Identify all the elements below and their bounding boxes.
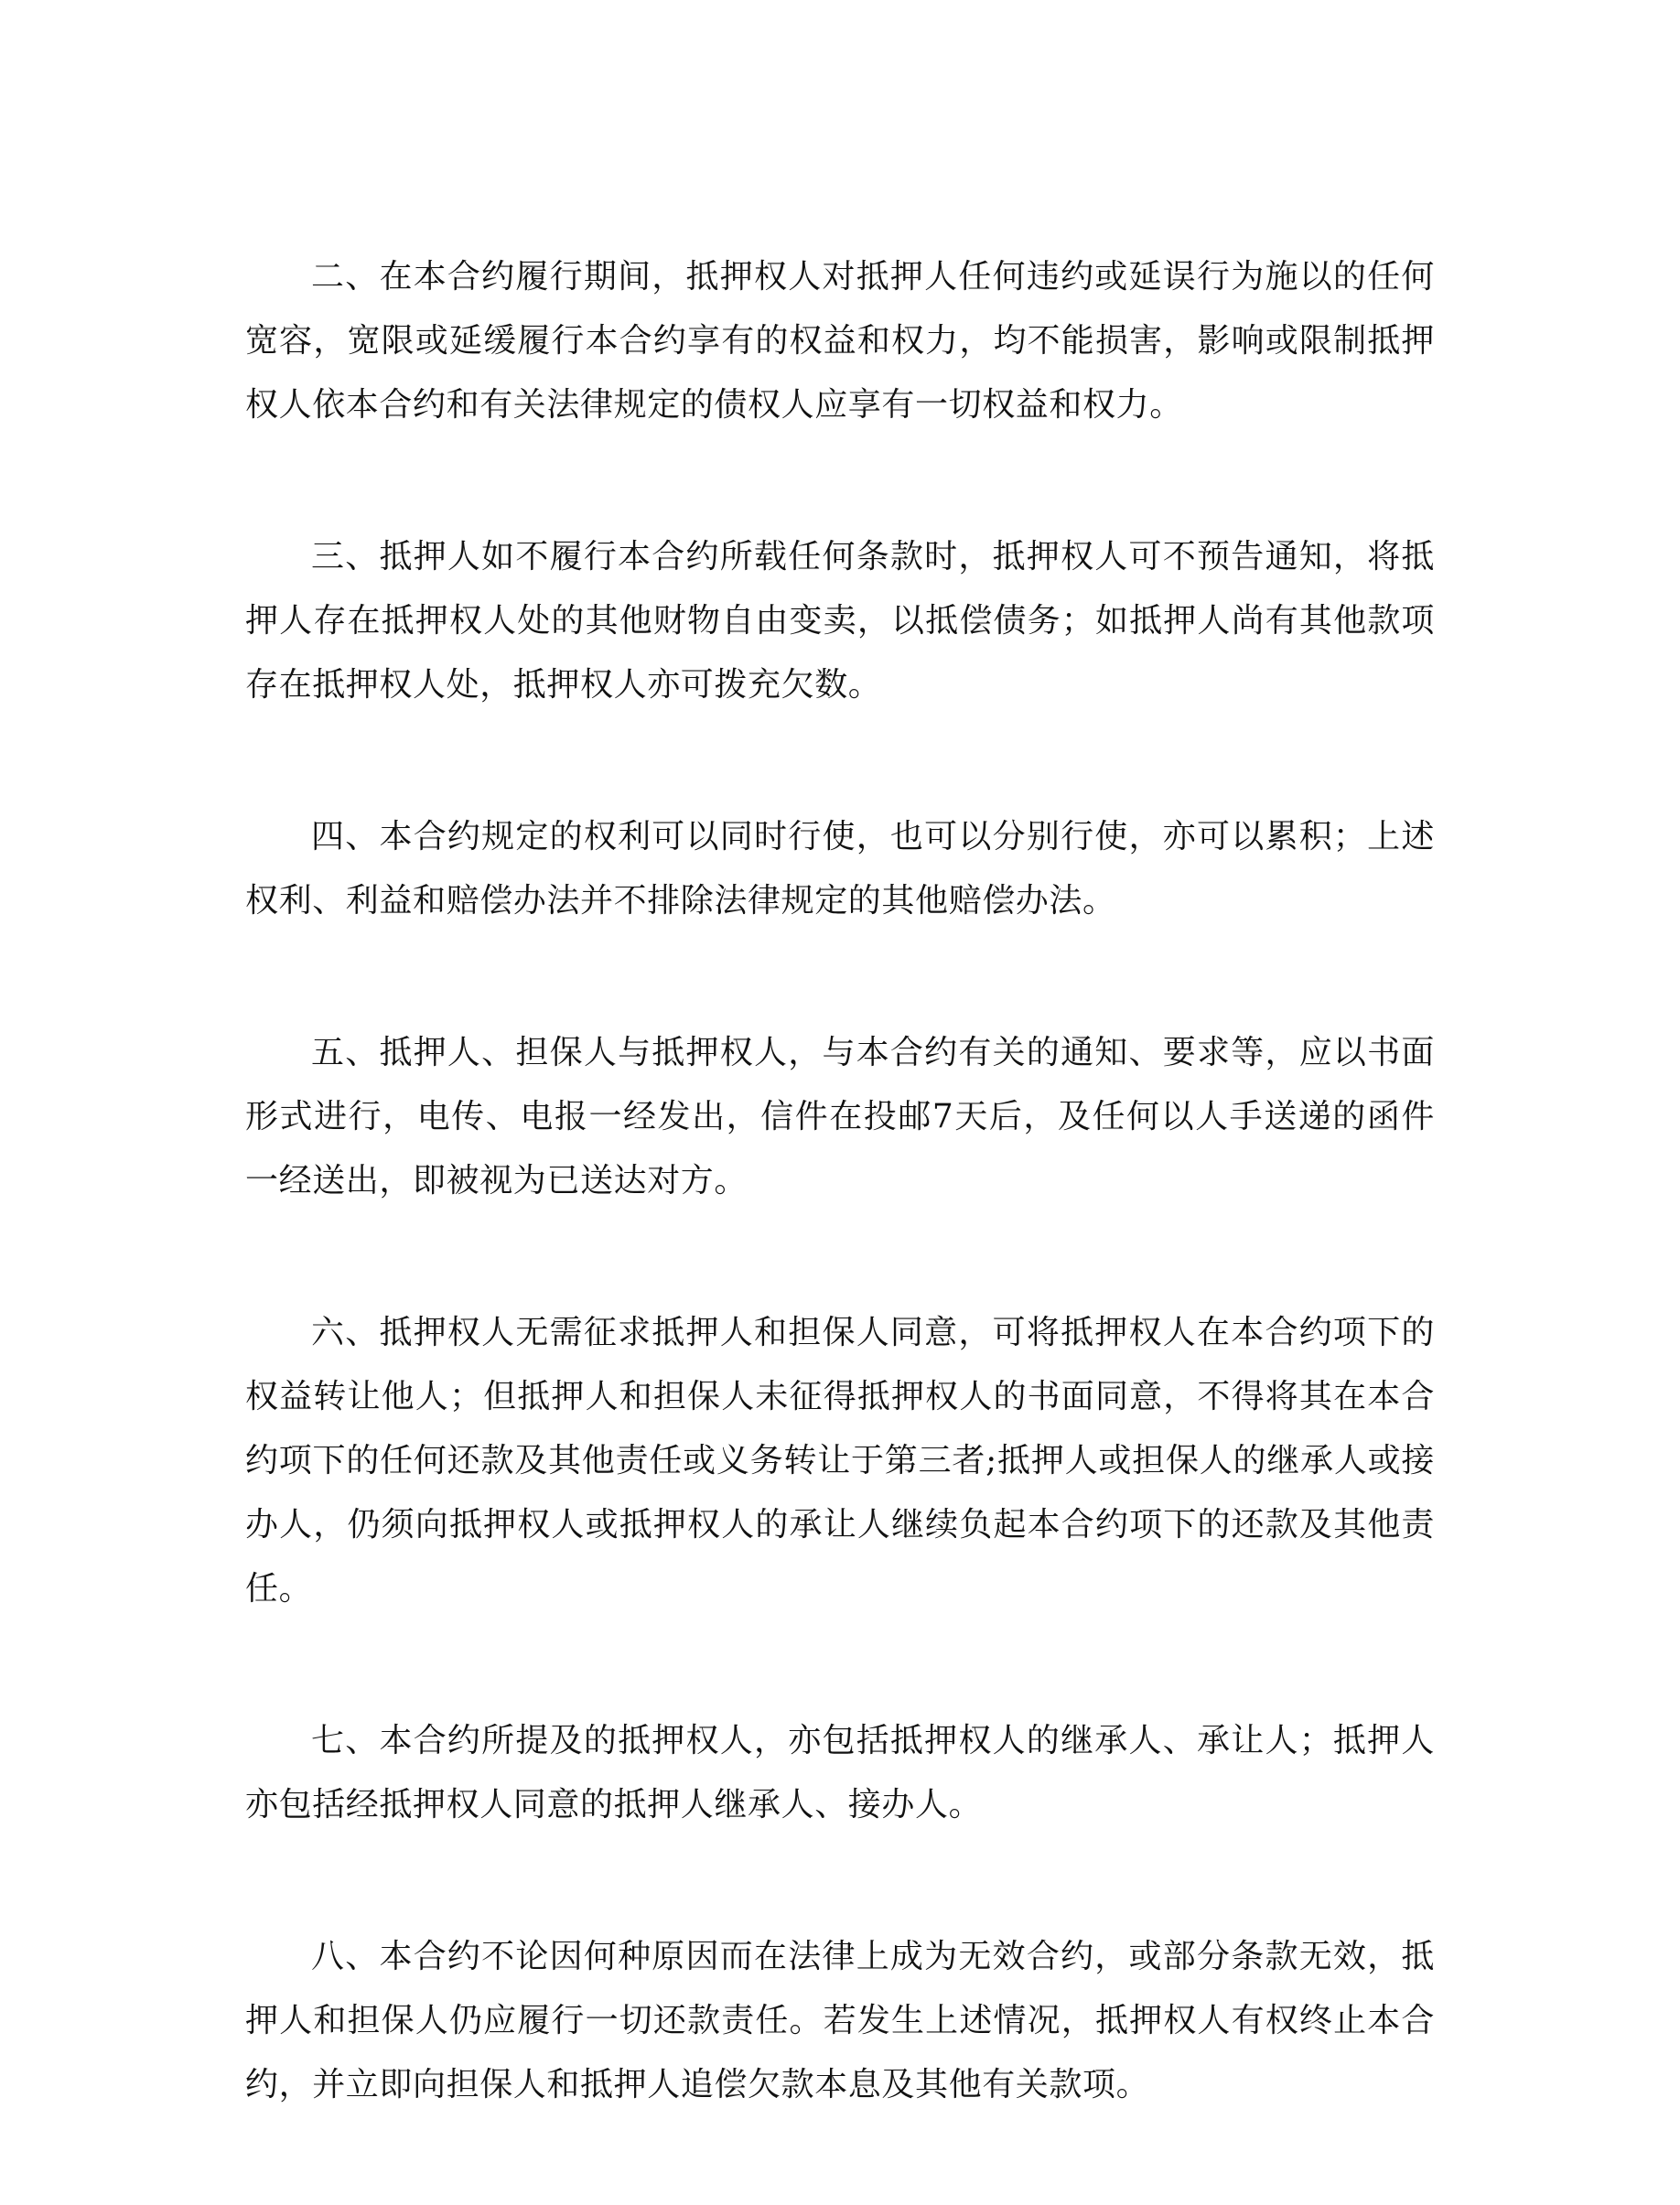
clause-8-paragraph: 八、本合约不论因何种原因而在法律上成为无效合约，或部分条款无效，抵押人和担保人仍应履行一切还款责任。若发生上述情况，抵押权人有权终止本合约，并立即向担保人和抵押人追偿欠款本息及其他有关款项。 — [245, 1938, 1435, 2103]
clause-3-paragraph: 三、抵押人如不履行本合约所载任何条款时，抵押权人可不预告通知，将抵押人存在抵押权人处的其他财物自由变卖，以抵偿债务；如抵押人尚有其他款项存在抵押权人处，抵押权人亦可拨充欠数。 — [245, 538, 1435, 704]
document-body — [245, 245, 1435, 2205]
clause-6-paragraph: 六、抵押权人无需征求抵押人和担保人同意，可将抵押权人在本合约项下的权益转让他人；但抵押人和担保人未征得抵押权人的书面同意，不得将其在本合约项下的任何还款及其他责任或义务转让于第三者;抵押人或担保人的继承人或接办人，仍须向抵押权人或抵押权人的承让人继续负起本合约项下的还款及其他责任。 — [245, 1314, 1435, 1608]
clause-2-paragraph: 二、在本合约履行期间，抵押权人对抵押人任何违约或延误行为施以的任何宽容，宽限或延缓履行本合约享有的权益和权力，均不能损害，影响或限制抵押权人依本合约和有关法律规定的债权人应享有一切权益和权力。 — [245, 258, 1435, 424]
clause-5-paragraph: 五、抵押人、担保人与抵押权人，与本合约有关的通知、要求等，应以书面形式进行，电传、电报一经发出，信件在投邮7天后，及任何以人手送递的函件一经送出，即被视为已送达对方。 — [245, 1034, 1435, 1199]
clause-7-paragraph: 七、本合约所提及的抵押权人，亦包括抵押权人的继承人、承让人；抵押人亦包括经抵押权人同意的抵押人继承人、接办人。 — [245, 1722, 1435, 1823]
clause-4-paragraph: 四、本合约规定的权利可以同时行使，也可以分别行使，亦可以累积；上述权利、利益和赔偿办法并不排除法律规定的其他赔偿办法。 — [245, 818, 1435, 920]
